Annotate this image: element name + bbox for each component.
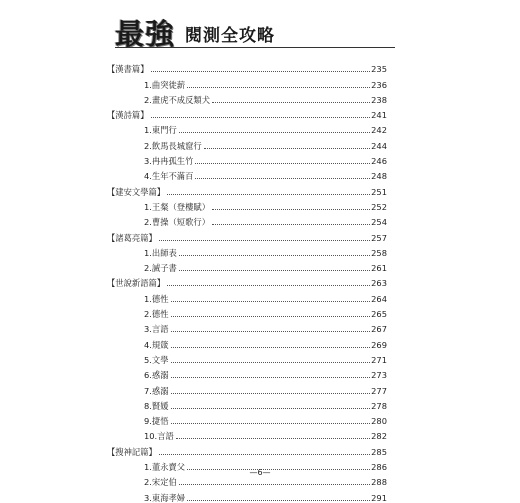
toc-section-row xyxy=(107,227,387,242)
toc-page-number: 258 xyxy=(371,247,387,258)
toc-page-number: 236 xyxy=(371,79,387,90)
toc-entry-row xyxy=(107,396,387,411)
book-title-sub: 閱測全攻略 xyxy=(185,26,275,46)
toc-entry-row xyxy=(107,365,387,380)
dot-leader xyxy=(179,132,370,133)
toc-page-number: 264 xyxy=(371,293,387,304)
toc-page-number: 269 xyxy=(371,339,387,350)
dot-leader xyxy=(151,117,371,118)
dot-leader xyxy=(204,148,370,149)
dot-leader xyxy=(171,301,371,302)
header-rule xyxy=(115,47,395,48)
dot-leader xyxy=(171,347,371,348)
table-of-contents xyxy=(107,59,387,503)
toc-section-row xyxy=(107,181,387,196)
toc-entry-title: 3.冉冉孤生竹 xyxy=(144,156,194,167)
toc-section-title: 【漢詩篇】 xyxy=(107,110,149,121)
dot-leader xyxy=(151,71,371,72)
toc-entry-title: 2.飲馬長城窟行 xyxy=(144,140,202,151)
toc-section-row xyxy=(107,59,387,74)
toc-entry-title: 1.董永賣父 xyxy=(144,462,186,473)
toc-entry-title: 1.德性 xyxy=(144,293,169,304)
toc-entry-row xyxy=(107,243,387,258)
toc-entry-title: 1.出師表 xyxy=(144,247,177,258)
dot-leader xyxy=(179,255,370,256)
toc-entry-title: 4.生年不滿百 xyxy=(144,171,194,182)
toc-entry-row xyxy=(107,197,387,212)
toc-entry-row xyxy=(107,350,387,365)
toc-page-number: 271 xyxy=(371,354,387,365)
toc-page-number: 248 xyxy=(371,171,387,182)
dot-leader xyxy=(159,240,370,241)
dot-leader xyxy=(171,393,371,394)
toc-section-row xyxy=(107,441,387,456)
dot-leader xyxy=(171,331,371,332)
toc-page-number: 242 xyxy=(371,125,387,136)
toc-entry-row xyxy=(107,304,387,319)
toc-entry-title: 2.畫虎不成反類犬 xyxy=(144,94,210,105)
toc-entry-row xyxy=(107,258,387,273)
toc-page-number: 252 xyxy=(371,201,387,212)
dot-leader xyxy=(171,377,371,378)
dot-leader xyxy=(171,423,371,424)
toc-entry-row xyxy=(107,319,387,334)
toc-entry-row xyxy=(107,426,387,441)
toc-page-number: 267 xyxy=(371,324,387,335)
toc-page-number: 291 xyxy=(371,492,387,503)
dot-leader xyxy=(187,87,370,88)
toc-page-number: 235 xyxy=(371,64,387,75)
dot-leader xyxy=(171,408,371,409)
toc-entry-row xyxy=(107,380,387,395)
toc-page-number: 246 xyxy=(371,156,387,167)
toc-entry-title: 3.言語 xyxy=(144,324,169,335)
toc-entry-row xyxy=(107,151,387,166)
toc-entry-title: 4.規箴 xyxy=(144,339,169,350)
toc-page-number: 282 xyxy=(371,431,387,442)
dot-leader xyxy=(167,194,370,195)
page-number: —6— xyxy=(249,468,271,477)
dot-leader xyxy=(212,102,370,103)
toc-page-number: 251 xyxy=(371,186,387,197)
toc-page-number: 241 xyxy=(371,110,387,121)
toc-entry-row xyxy=(107,334,387,349)
toc-page-number: 286 xyxy=(371,462,387,473)
toc-page-number: 254 xyxy=(371,217,387,228)
toc-entry-title: 10.言語 xyxy=(144,431,174,442)
dot-leader xyxy=(176,438,370,439)
toc-entry-row xyxy=(107,212,387,227)
toc-page-number: 265 xyxy=(371,309,387,320)
toc-entry-title: 1.王粲（登樓賦） xyxy=(144,201,210,212)
toc-page-number: 288 xyxy=(371,477,387,488)
toc-page-number: 263 xyxy=(371,278,387,289)
toc-entry-title: 5.文學 xyxy=(144,354,169,365)
toc-entry-title: 6.惑溺 xyxy=(144,370,169,381)
toc-entry-title: 2.誡子書 xyxy=(144,263,177,274)
toc-section-title: 【搜神記篇】 xyxy=(107,446,157,457)
toc-entry-title: 1.曲突徙薪 xyxy=(144,79,186,90)
toc-entry-row xyxy=(107,90,387,105)
dot-leader xyxy=(171,362,371,363)
toc-page-number: 261 xyxy=(371,263,387,274)
toc-page-number: 244 xyxy=(371,140,387,151)
toc-entry-title: 2.宋定伯 xyxy=(144,477,177,488)
dot-leader xyxy=(212,209,370,210)
toc-page-number: 280 xyxy=(371,416,387,427)
toc-section-title: 【建安文學篇】 xyxy=(107,186,166,197)
toc-page-number: 238 xyxy=(371,94,387,105)
toc-page-number: 277 xyxy=(371,385,387,396)
dot-leader xyxy=(171,316,371,317)
toc-entry-row xyxy=(107,288,387,303)
toc-page-number: 257 xyxy=(371,232,387,243)
running-header xyxy=(115,12,400,50)
dot-leader xyxy=(179,270,370,271)
toc-entry-title: 1.東門行 xyxy=(144,125,177,136)
toc-entry-title: 2.德性 xyxy=(144,309,169,320)
toc-entry-row xyxy=(107,166,387,181)
toc-entry-row xyxy=(107,120,387,135)
toc-page-number: 278 xyxy=(371,400,387,411)
toc-entry-title: 2.曹操（短歌行） xyxy=(144,217,210,228)
dot-leader xyxy=(195,178,370,179)
toc-entry-title: 7.惑溺 xyxy=(144,385,169,396)
dot-leader xyxy=(212,224,370,225)
toc-entry-title: 8.賢媛 xyxy=(144,400,169,411)
toc-section-title: 【漢書篇】 xyxy=(107,64,149,75)
book-title-main: 最強 xyxy=(115,17,176,51)
dot-leader xyxy=(195,163,370,164)
toc-page-number: 273 xyxy=(371,370,387,381)
toc-section-row xyxy=(107,105,387,120)
toc-section-title: 【世說新語篇】 xyxy=(107,278,166,289)
dot-leader xyxy=(167,285,370,286)
toc-entry-row xyxy=(107,74,387,89)
toc-entry-row xyxy=(107,487,387,502)
toc-section-row xyxy=(107,273,387,288)
toc-entry-row xyxy=(107,411,387,426)
toc-entry-row xyxy=(107,135,387,150)
dot-leader xyxy=(179,484,370,485)
toc-page-number: 285 xyxy=(371,446,387,457)
toc-section-title: 【諸葛亮篇】 xyxy=(107,232,157,243)
dot-leader xyxy=(159,454,370,455)
toc-entry-title: 9.捷悟 xyxy=(144,416,169,427)
toc-entry-title: 3.東海孝婦 xyxy=(144,492,186,503)
